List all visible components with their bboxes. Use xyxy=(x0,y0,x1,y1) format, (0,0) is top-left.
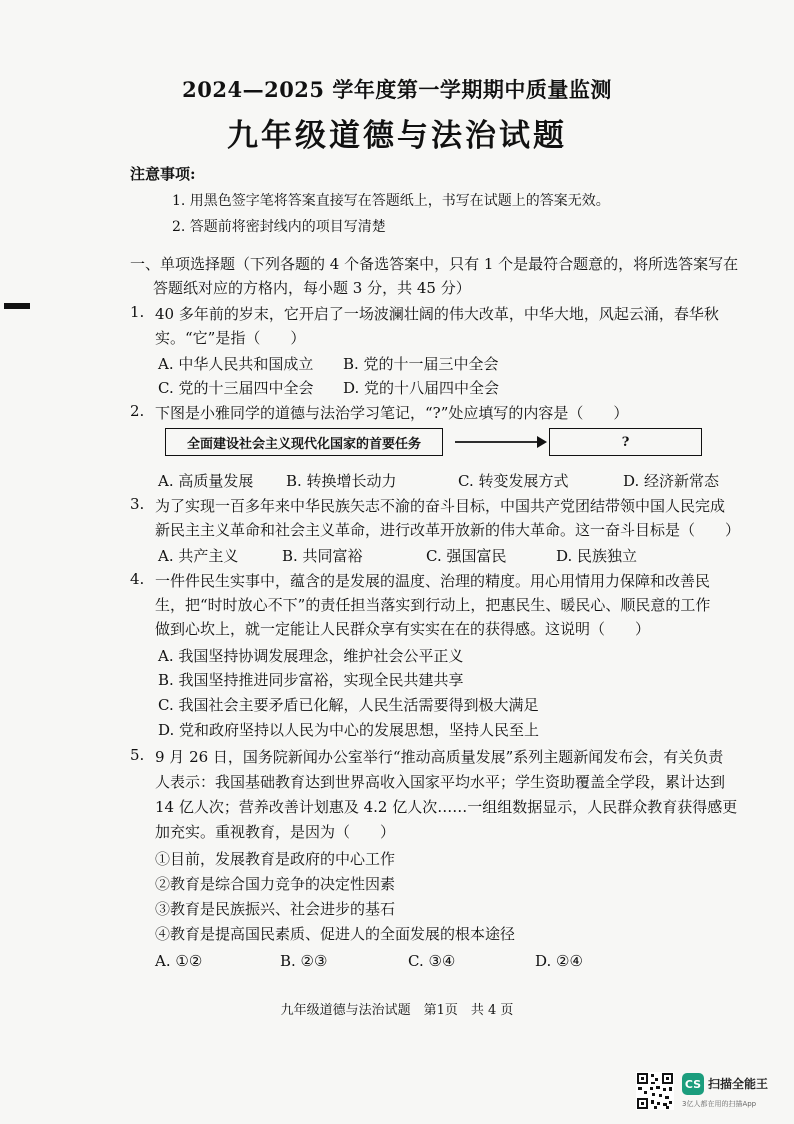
q4-option-d: D. 党和政府坚持以人民为中心的发展思想，坚持人民至上 xyxy=(158,721,540,739)
q3-option-d: D. 民族独立 xyxy=(556,547,638,565)
q2-option-a: A. 高质量发展 xyxy=(158,472,254,490)
margin-mark xyxy=(4,303,30,309)
section1-instruction-line1: 一、单项选择题（下列各题的 4 个备选答案中，只有 1 个是最符合题意的，将所选答案写在 xyxy=(130,255,739,273)
q5-stem-line1: 9 月 26 日，国务院新闻办公室举行“推动高质量发展”系列主题新闻发布会，有关负责 xyxy=(155,748,724,766)
q2-option-c: C. 转变发展方式 xyxy=(458,472,569,490)
q5-option-d: D. ②④ xyxy=(535,952,583,970)
q2-option-b: B. 转换增长动力 xyxy=(286,472,397,490)
q5-statement-4: ④教育是提高国民素质、促进人的全面发展的根本途径 xyxy=(155,925,516,943)
q2-number: 2. xyxy=(130,402,145,420)
q1-option-a: A. 中华人民共和国成立 xyxy=(158,355,314,373)
q3-option-a: A. 共产主义 xyxy=(158,547,239,565)
diagram-left-box: 全面建设社会主义现代化国家的首要任务 xyxy=(165,428,443,456)
q1-stem-line1: 40 多年前的岁末，它开启了一场波澜壮阔的伟大改革，中华大地，风起云涌，春华秋 xyxy=(155,305,719,323)
q3-option-b: B. 共同富裕 xyxy=(282,547,363,565)
q1-stem-line2: 实。“它”是指（ ） xyxy=(155,329,306,347)
q3-stem-line1: 为了实现一百多年来中华民族矢志不渝的奋斗目标，中国共产党团结带领中国人民完成 xyxy=(155,497,726,515)
q1-option-b: B. 党的十一届三中全会 xyxy=(343,355,499,373)
q5-statement-3: ③教育是民族振兴、社会进步的基石 xyxy=(155,900,396,918)
q4-option-b: B. 我国坚持推进同步富裕，实现全民共建共享 xyxy=(158,671,464,689)
arrow-right-icon xyxy=(455,432,547,452)
q4-stem-line3: 做到心坎上，就一定能让人民群众享有实实在在的获得感。这说明（ ） xyxy=(155,620,651,638)
notice-item-1: 1. 用黑色签字笔将答案直接写在答题纸上，书写在试题上的答案无效。 xyxy=(172,193,610,209)
page-footer: 九年级道德与法治试题 第1页 共 4 页 xyxy=(280,1003,514,1018)
q5-number: 5. xyxy=(130,746,145,764)
q5-option-a: A. ①② xyxy=(155,952,203,970)
q3-number: 3. xyxy=(130,495,145,513)
exam-title: 九年级道德与法治试题 xyxy=(227,118,567,154)
q5-stem-line4: 加充实。重视教育，是因为（ ） xyxy=(155,823,396,841)
q2-stem-line1: 下图是小雅同学的道德与法治学习笔记，“?”处应填写的内容是（ ） xyxy=(155,404,629,422)
q4-option-c: C. 我国社会主要矛盾已化解，人民生活需要得到极大满足 xyxy=(158,696,539,714)
q5-option-c: C. ③④ xyxy=(408,952,456,970)
notice-heading: 注意事项: xyxy=(130,165,196,183)
diagram-right-box: ? xyxy=(549,428,702,456)
qr-code-icon xyxy=(636,1072,674,1110)
q1-number: 1. xyxy=(130,303,145,321)
camscanner-tagline: 3亿人都在用的扫描App xyxy=(682,1100,757,1108)
camscanner-logo: CS xyxy=(682,1073,704,1095)
q3-option-c: C. 强国富民 xyxy=(426,547,507,565)
q5-option-b: B. ②③ xyxy=(280,952,328,970)
section1-instruction-line2: 答题纸对应的方格内，每小题 3 分，共 45 分） xyxy=(153,279,471,297)
q3-stem-line2: 新民主主义革命和社会主义革命，进行改革开放新的伟大革命。这一奋斗目标是（ ） xyxy=(155,521,741,539)
q2-option-d: D. 经济新常态 xyxy=(623,472,720,490)
exam-header-line1: 2024—2025 学年度第一学期期中质量监测 xyxy=(182,77,612,102)
q5-stem-line3: 14 亿人次；营养改善计划惠及 4.2 亿人次……一组组数据显示，人民群众教育获得感更 xyxy=(155,798,738,816)
camscanner-name: 扫描全能王 xyxy=(708,1077,769,1091)
notice-item-2: 2. 答题前将密封线内的项目写清楚 xyxy=(172,219,386,235)
q5-stem-line2: 人表示：我国基础教育达到世界高收入国家平均水平；学生资助覆盖全学段，累计达到 xyxy=(155,773,726,791)
q1-option-d: D. 党的十八届四中全会 xyxy=(343,379,500,397)
q5-statement-1: ①目前，发展教育是政府的中心工作 xyxy=(155,850,396,868)
q4-stem-line1: 一件件民生实事中，蕴含的是发展的温度、治理的精度。用心用情用力保障和改善民 xyxy=(155,572,711,590)
q4-stem-line2: 生，把“时时放心不下”的责任担当落实到行动上，把惠民生、暖民心、顺民意的工作 xyxy=(155,596,711,614)
q4-number: 4. xyxy=(130,570,145,588)
q5-statement-2: ②教育是综合国力竞争的决定性因素 xyxy=(155,875,396,893)
q4-option-a: A. 我国坚持协调发展理念，维护社会公平正义 xyxy=(158,647,464,665)
q1-option-c: C. 党的十三届四中全会 xyxy=(158,379,314,397)
